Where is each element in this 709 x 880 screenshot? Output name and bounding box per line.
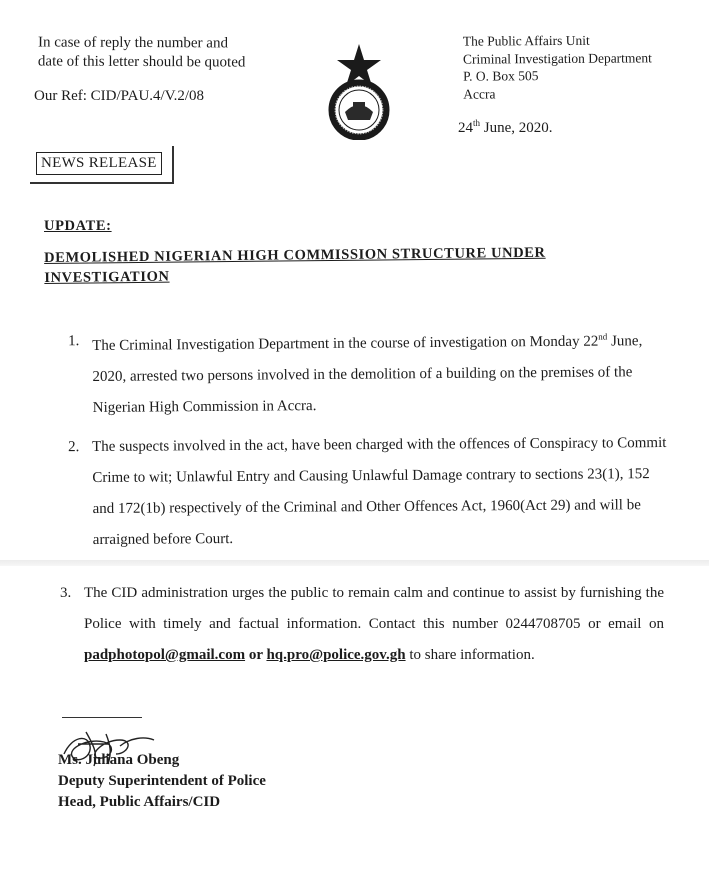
- date-suffix: th: [473, 118, 481, 128]
- reply-notice-line2: date of this letter should be quoted: [37, 53, 246, 71]
- email-link-hq-pro[interactable]: hq.pro@police.gov.gh: [266, 647, 406, 663]
- headline: DEMOLISHED NIGERIAN HIGH COMMISSION STRUCTURE UNDER INVESTIGATION: [44, 244, 546, 286]
- reply-notice-line1: In case of reply the number and: [38, 34, 229, 52]
- scan-fold-band: [0, 560, 709, 566]
- signatory-block: [58, 750, 266, 813]
- signatory-name: Ms. Juliana Obeng: [58, 752, 180, 768]
- paragraph-2-text: The suspects involved in the act, have been charged with the offences of Conspiracy to Commit Crime to wit; Unlawful Entry and Causing Unlawful Damage contrary to sections 23(1), 152 and 172(1b) respectively of the Criminal and Other Offences Act, 1960(Act 29) and will be arraigned before Court.: [92, 434, 667, 548]
- paragraph-1-text-b: June, 2020, arrested two persons involved in the demolition of a building on the premises of the Nigerian High Commission in Accra.: [92, 333, 643, 416]
- update-label: UPDATE:: [44, 218, 112, 234]
- paragraph-number: 2.: [68, 439, 80, 456]
- date-rest: June, 2020.: [480, 120, 553, 136]
- signatory-position: Head, Public Affairs/CID: [58, 794, 221, 810]
- paragraph-1-sup: nd: [598, 331, 608, 342]
- reply-notice: [38, 33, 246, 72]
- address-line1: The Public Affairs Unit: [462, 32, 590, 49]
- date-day: 24: [458, 120, 473, 136]
- signature-line: [62, 717, 142, 718]
- address-line4: Accra: [463, 85, 496, 102]
- letter-date: [458, 118, 553, 137]
- police-star-emblem-icon: [318, 40, 400, 140]
- address-line2: Criminal Investigation Department: [462, 49, 652, 67]
- our-reference: Our Ref: CID/PAU.4/V.2/08: [34, 88, 205, 104]
- paragraph-3-text-b: to share information.: [405, 647, 535, 663]
- paragraph-number: 3.: [60, 585, 72, 601]
- paragraph-3: [60, 578, 664, 671]
- email-link-padphotopol[interactable]: padphotopol@gmail.com: [84, 647, 246, 663]
- paragraph-1-text-a: The Criminal Investigation Department in the course of investigation on Monday 22: [92, 333, 599, 354]
- news-release-label: NEWS RELEASE: [36, 152, 162, 175]
- paragraph-1: [68, 321, 673, 424]
- signatory-title: Deputy Superintendent of Police: [58, 773, 266, 789]
- sender-address: [463, 31, 652, 102]
- address-line3: P. O. Box 505: [463, 68, 539, 84]
- paragraph-2: [68, 428, 673, 556]
- paragraph-number: 1.: [68, 333, 80, 350]
- paragraph-3-text-a: The CID administration urges the public to remain calm and continue to assist by furnishing the Police with timely and factual information. Contact this number 0244708705 or email on: [84, 585, 664, 632]
- paragraph-3-or: or: [245, 647, 267, 663]
